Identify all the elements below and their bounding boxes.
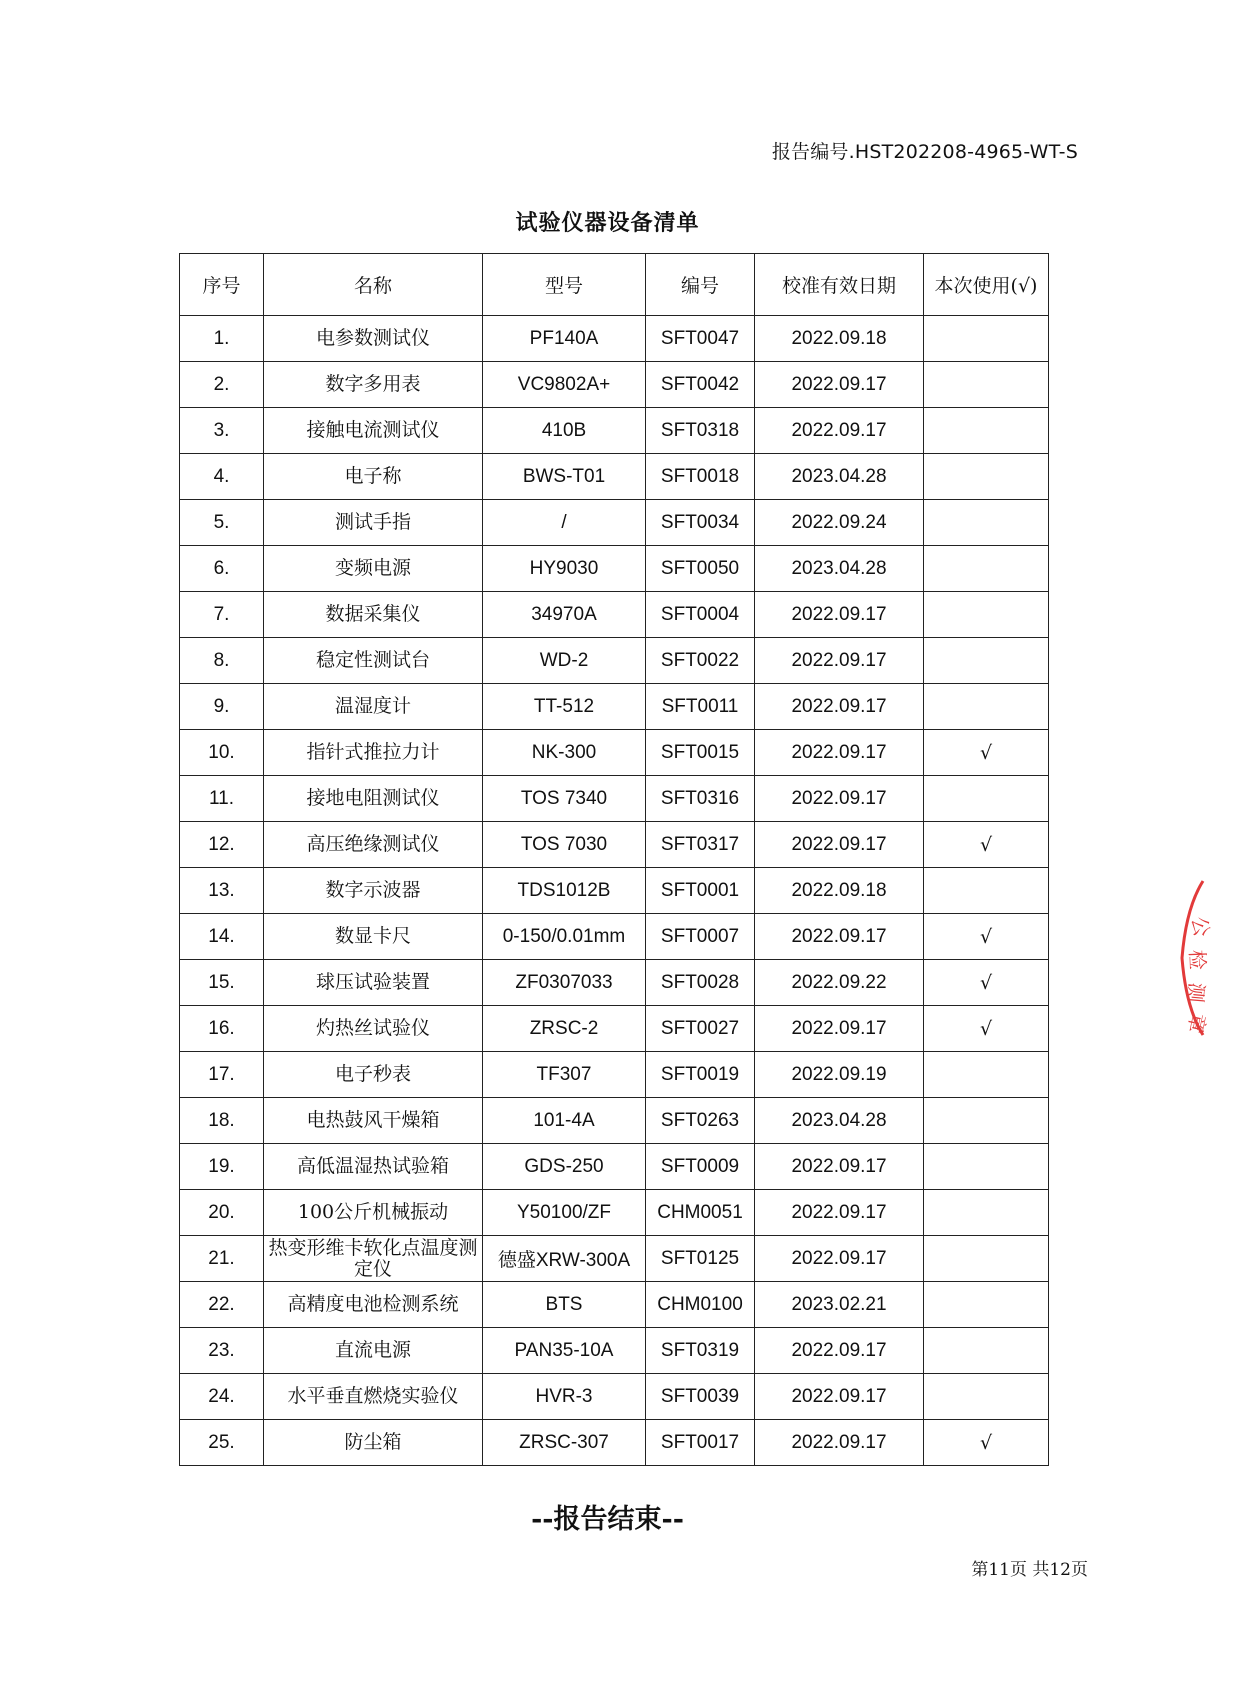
cell-no: 13. (180, 868, 264, 914)
cell-used (924, 684, 1049, 730)
cell-no: 8. (180, 638, 264, 684)
cell-used (924, 500, 1049, 546)
cell-no: 21. (180, 1236, 264, 1282)
cell-no: 1. (180, 316, 264, 362)
cell-model: HY9030 (483, 546, 646, 592)
cell-date: 2022.09.17 (755, 1328, 924, 1374)
table-row (180, 776, 1049, 822)
table-row (180, 500, 1049, 546)
cell-no: 18. (180, 1098, 264, 1144)
cell-no: 16. (180, 1006, 264, 1052)
cell-date: 2022.09.18 (755, 868, 924, 914)
cell-date: 2022.09.17 (755, 1236, 924, 1282)
cell-model: VC9802A+ (483, 362, 646, 408)
cell-no: 3. (180, 408, 264, 454)
cell-model: / (483, 500, 646, 546)
cell-code: SFT0019 (646, 1052, 755, 1098)
page-number: 第11页 共12页 (971, 1560, 1088, 1580)
cell-name: 接触电流测试仪 (264, 408, 483, 454)
cell-used: √ (924, 822, 1049, 868)
cell-code: SFT0018 (646, 454, 755, 500)
cell-model: Y50100/ZF (483, 1190, 646, 1236)
cell-date: 2022.09.17 (755, 684, 924, 730)
cell-used (924, 1190, 1049, 1236)
report-end-text: --报告结束-- (531, 1504, 684, 1535)
table-row (180, 592, 1049, 638)
cell-name: 电子称 (264, 454, 483, 500)
cell-no: 25. (180, 1420, 264, 1466)
cell-date: 2022.09.17 (755, 408, 924, 454)
cell-model: TOS 7340 (483, 776, 646, 822)
cell-code: SFT0027 (646, 1006, 755, 1052)
cell-model: TOS 7030 (483, 822, 646, 868)
col-header-code: 编号 (646, 254, 755, 316)
cell-date: 2022.09.18 (755, 316, 924, 362)
table-row (180, 1098, 1049, 1144)
cell-used (924, 868, 1049, 914)
cell-no: 10. (180, 730, 264, 776)
cell-name: 接地电阻测试仪 (264, 776, 483, 822)
cell-model: ZRSC-307 (483, 1420, 646, 1466)
cell-date: 2022.09.17 (755, 362, 924, 408)
cell-model: ZF0307033 (483, 960, 646, 1006)
cell-code: SFT0011 (646, 684, 755, 730)
cell-used (924, 1098, 1049, 1144)
page-title: 试验仪器设备清单 (515, 210, 700, 236)
cell-no: 22. (180, 1282, 264, 1328)
table-header (180, 254, 1049, 316)
svg-text:检: 检 (1185, 949, 1210, 971)
table-row (180, 960, 1049, 1006)
cell-model: 101-4A (483, 1098, 646, 1144)
cell-name: 测试手指 (264, 500, 483, 546)
cell-code: SFT0317 (646, 822, 755, 868)
table-body (180, 316, 1049, 1466)
table-row (180, 684, 1049, 730)
cell-used (924, 1328, 1049, 1374)
cell-code: SFT0319 (646, 1328, 755, 1374)
cell-model: TT-512 (483, 684, 646, 730)
cell-code: SFT0316 (646, 776, 755, 822)
equipment-table (179, 253, 1049, 1466)
cell-used: √ (924, 960, 1049, 1006)
cell-name: 高低温湿热试验箱 (264, 1144, 483, 1190)
cell-code: SFT0039 (646, 1374, 755, 1420)
table-row (180, 1006, 1049, 1052)
table-row (180, 316, 1049, 362)
cell-model: TDS1012B (483, 868, 646, 914)
cell-used (924, 316, 1049, 362)
cell-name: 100公斤机械振动 (264, 1190, 483, 1236)
cell-no: 9. (180, 684, 264, 730)
cell-used (924, 362, 1049, 408)
cell-model: 0-150/0.01mm (483, 914, 646, 960)
cell-code: SFT0034 (646, 500, 755, 546)
cell-code: SFT0017 (646, 1420, 755, 1466)
cell-name: 球压试验装置 (264, 960, 483, 1006)
cell-used (924, 592, 1049, 638)
table-row (180, 1282, 1049, 1328)
cell-model: NK-300 (483, 730, 646, 776)
cell-name: 数据采集仪 (264, 592, 483, 638)
col-header-no: 序号 (180, 254, 264, 316)
seal-stamp (1178, 878, 1238, 1038)
cell-used: √ (924, 1420, 1049, 1466)
cell-code: SFT0001 (646, 868, 755, 914)
table-row (180, 1144, 1049, 1190)
table-row (180, 638, 1049, 684)
cell-date: 2022.09.17 (755, 1190, 924, 1236)
cell-code: SFT0007 (646, 914, 755, 960)
table-row (180, 1052, 1049, 1098)
cell-no: 4. (180, 454, 264, 500)
cell-date: 2022.09.22 (755, 960, 924, 1006)
cell-code: CHM0100 (646, 1282, 755, 1328)
cell-date: 2022.09.24 (755, 500, 924, 546)
report-number: 报告编号.HST202208-4965-WT-S (771, 141, 1078, 163)
cell-no: 20. (180, 1190, 264, 1236)
cell-date: 2022.09.17 (755, 638, 924, 684)
cell-name: 数字多用表 (264, 362, 483, 408)
cell-used (924, 408, 1049, 454)
svg-text:公: 公 (1187, 914, 1215, 939)
cell-name: 变频电源 (264, 546, 483, 592)
cell-code: CHM0051 (646, 1190, 755, 1236)
cell-date: 2023.04.28 (755, 546, 924, 592)
cell-code: SFT0022 (646, 638, 755, 684)
cell-used: √ (924, 914, 1049, 960)
cell-no: 6. (180, 546, 264, 592)
col-header-date: 校准有效日期 (755, 254, 924, 316)
cell-model: PF140A (483, 316, 646, 362)
cell-used: √ (924, 1006, 1049, 1052)
cell-name: 电子秒表 (264, 1052, 483, 1098)
cell-model: BTS (483, 1282, 646, 1328)
cell-name: 指针式推拉力计 (264, 730, 483, 776)
cell-used (924, 1052, 1049, 1098)
cell-model: 德盛XRW-300A (483, 1236, 646, 1282)
cell-name: 防尘箱 (264, 1420, 483, 1466)
cell-no: 17. (180, 1052, 264, 1098)
header-row (180, 254, 1049, 316)
cell-code: SFT0318 (646, 408, 755, 454)
cell-code: SFT0047 (646, 316, 755, 362)
cell-date: 2022.09.17 (755, 776, 924, 822)
cell-no: 15. (180, 960, 264, 1006)
cell-date: 2023.04.28 (755, 454, 924, 500)
table-row (180, 454, 1049, 500)
cell-name: 数字示波器 (264, 868, 483, 914)
cell-code: SFT0009 (646, 1144, 755, 1190)
cell-used (924, 454, 1049, 500)
cell-date: 2022.09.17 (755, 822, 924, 868)
cell-used (924, 638, 1049, 684)
cell-no: 11. (180, 776, 264, 822)
table-row (180, 1190, 1049, 1236)
cell-date: 2023.02.21 (755, 1282, 924, 1328)
cell-model: BWS-T01 (483, 454, 646, 500)
cell-model: ZRSC-2 (483, 1006, 646, 1052)
cell-model: GDS-250 (483, 1144, 646, 1190)
table-row (180, 408, 1049, 454)
cell-no: 2. (180, 362, 264, 408)
table-row (180, 546, 1049, 592)
cell-used (924, 1282, 1049, 1328)
cell-date: 2022.09.17 (755, 730, 924, 776)
table-row (180, 1420, 1049, 1466)
cell-name: 高精度电池检测系统 (264, 1282, 483, 1328)
cell-date: 2022.09.17 (755, 914, 924, 960)
cell-used (924, 1236, 1049, 1282)
cell-name: 电热鼓风干燥箱 (264, 1098, 483, 1144)
table-row (180, 730, 1049, 776)
cell-no: 12. (180, 822, 264, 868)
table-row (180, 1236, 1049, 1282)
table-row (180, 822, 1049, 868)
col-header-name: 名称 (264, 254, 483, 316)
cell-no: 7. (180, 592, 264, 638)
cell-name: 电参数测试仪 (264, 316, 483, 362)
cell-name: 直流电源 (264, 1328, 483, 1374)
cell-code: SFT0015 (646, 730, 755, 776)
cell-no: 23. (180, 1328, 264, 1374)
cell-name: 温湿度计 (264, 684, 483, 730)
cell-code: SFT0125 (646, 1236, 755, 1282)
cell-name: 灼热丝试验仪 (264, 1006, 483, 1052)
cell-code: SFT0263 (646, 1098, 755, 1144)
cell-date: 2022.09.19 (755, 1052, 924, 1098)
cell-code: SFT0042 (646, 362, 755, 408)
cell-date: 2022.09.17 (755, 1420, 924, 1466)
cell-no: 24. (180, 1374, 264, 1420)
cell-model: 410B (483, 408, 646, 454)
cell-used (924, 1374, 1049, 1420)
cell-name: 数显卡尺 (264, 914, 483, 960)
cell-model: WD-2 (483, 638, 646, 684)
cell-name: 热变形维卡软化点温度测定仪 (264, 1236, 483, 1282)
cell-used: √ (924, 730, 1049, 776)
cell-no: 5. (180, 500, 264, 546)
col-header-model: 型号 (483, 254, 646, 316)
table-row (180, 914, 1049, 960)
cell-used (924, 1144, 1049, 1190)
cell-no: 14. (180, 914, 264, 960)
cell-name: 稳定性测试台 (264, 638, 483, 684)
svg-text:章: 章 (1182, 1010, 1211, 1036)
cell-date: 2023.04.28 (755, 1098, 924, 1144)
cell-code: SFT0050 (646, 546, 755, 592)
table-row (180, 362, 1049, 408)
cell-name: 水平垂直燃烧实验仪 (264, 1374, 483, 1420)
cell-used (924, 546, 1049, 592)
cell-model: HVR-3 (483, 1374, 646, 1420)
svg-text:测: 测 (1183, 981, 1209, 1004)
cell-used (924, 776, 1049, 822)
cell-date: 2022.09.17 (755, 1144, 924, 1190)
table-row (180, 1374, 1049, 1420)
table-row (180, 868, 1049, 914)
table-row (180, 1328, 1049, 1374)
cell-no: 19. (180, 1144, 264, 1190)
cell-name: 高压绝缘测试仪 (264, 822, 483, 868)
col-header-used: 本次使用(√) (924, 254, 1049, 316)
cell-model: TF307 (483, 1052, 646, 1098)
cell-date: 2022.09.17 (755, 592, 924, 638)
cell-date: 2022.09.17 (755, 1374, 924, 1420)
cell-date: 2022.09.17 (755, 1006, 924, 1052)
cell-code: SFT0028 (646, 960, 755, 1006)
cell-model: 34970A (483, 592, 646, 638)
cell-code: SFT0004 (646, 592, 755, 638)
cell-model: PAN35-10A (483, 1328, 646, 1374)
